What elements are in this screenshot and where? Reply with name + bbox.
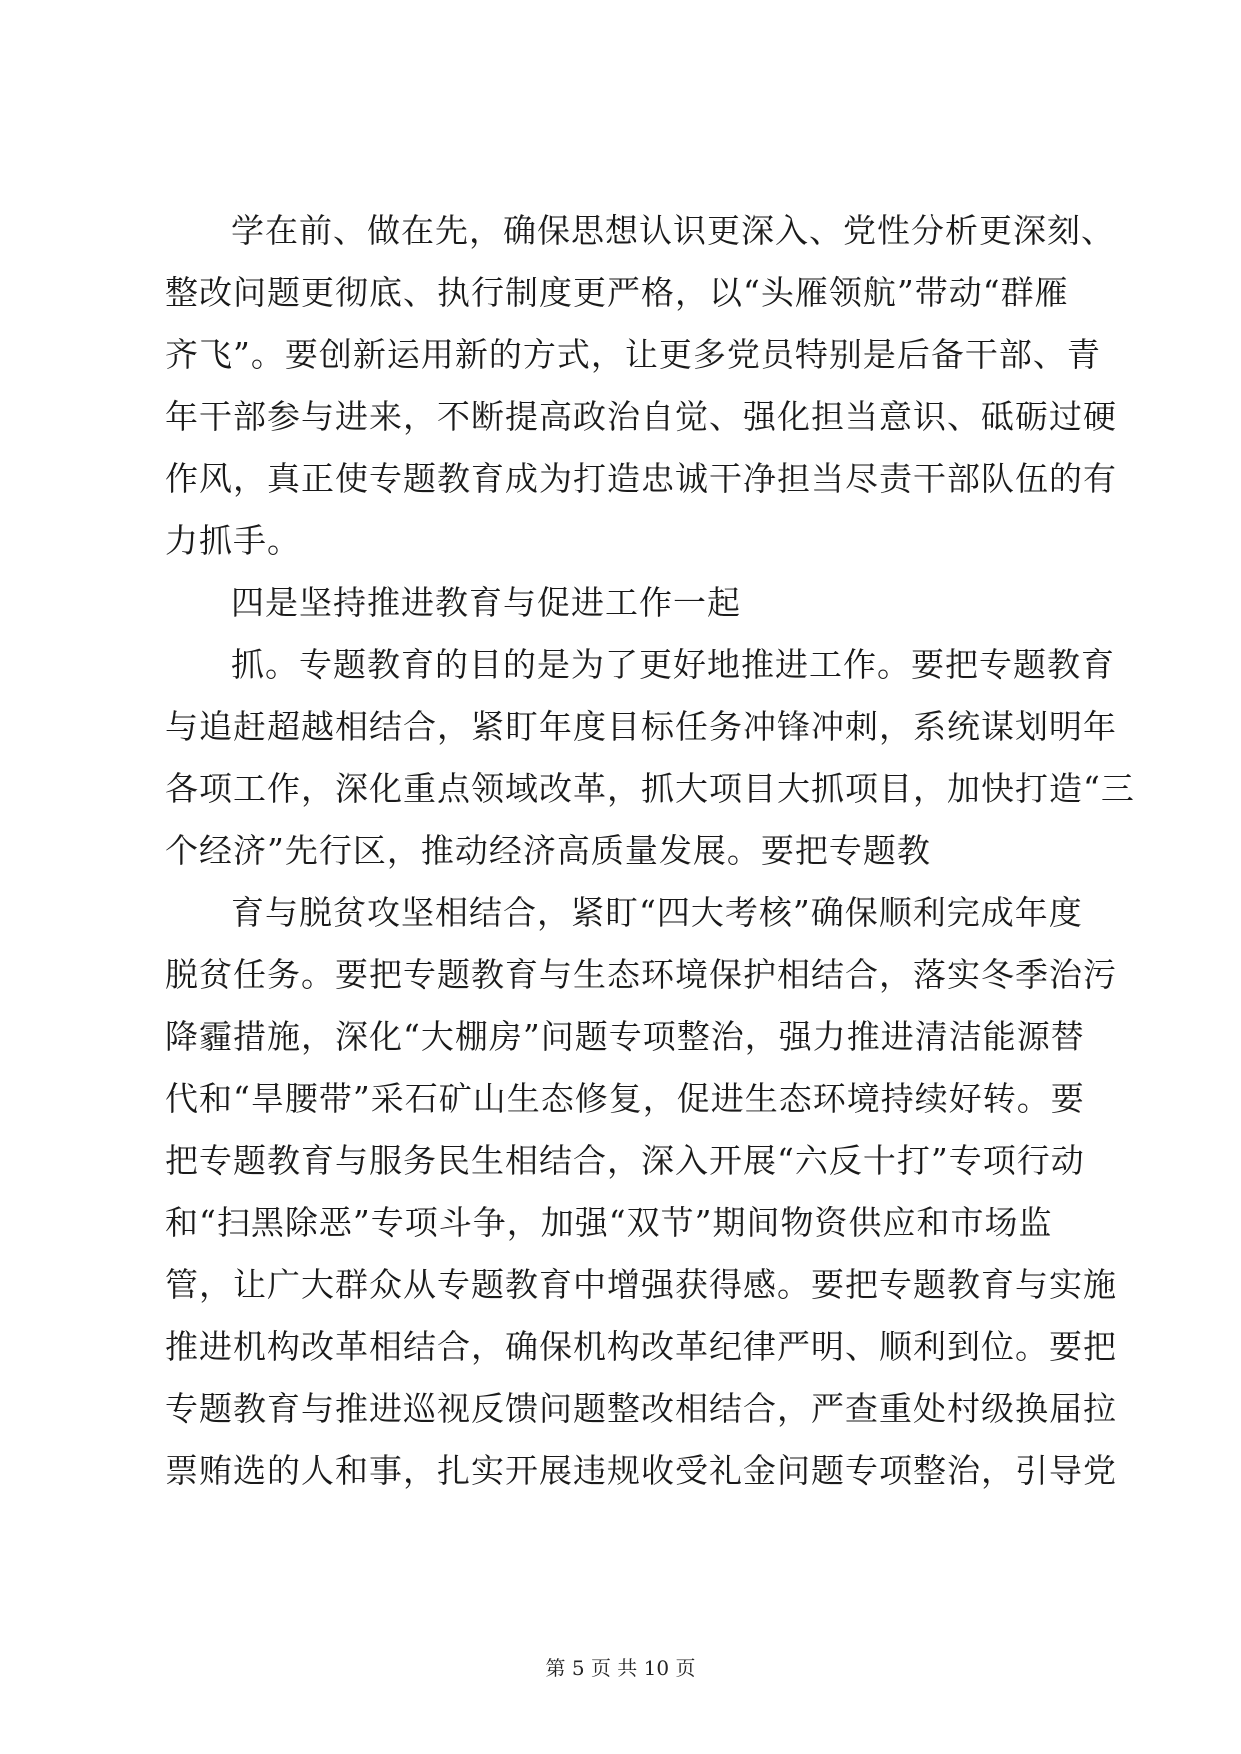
paragraph-line: 管，让广大群众从专题教育中增强获得感。要把专题教育与实施: [165, 1265, 1117, 1304]
paragraph-line: 票贿选的人和事，扎实开展违规收受礼金问题专项整治，引导党: [165, 1451, 1117, 1490]
paragraph-line: 推进机构改革相结合，确保机构改革纪律严明、顺利到位。要把: [165, 1327, 1117, 1366]
paragraph-line: 年干部参与进来，不断提高政治自觉、强化担当意识、砥砺过硬: [165, 397, 1117, 436]
paragraph-line: 专题教育与推进巡视反馈问题整改相结合，严查重处村级换届拉: [165, 1389, 1117, 1428]
paragraph-line: 与追赶超越相结合，紧盯年度目标任务冲锋冲刺，系统谋划明年: [165, 707, 1117, 746]
paragraph-line: 抓。专题教育的目的是为了更好地推进工作。要把专题教育: [231, 645, 1115, 684]
paragraph-line: 和“扫黑除恶”专项斗争，加强“双节”期间物资供应和市场监: [165, 1203, 1053, 1242]
paragraph-line: 力抓手。: [165, 521, 301, 560]
paragraph-line: 个经济”先行区，推动经济高质量发展。要把专题教: [165, 831, 931, 870]
paragraph-line: 育与脱贫攻坚相结合，紧盯“四大考核”确保顺利完成年度: [231, 893, 1083, 932]
section-heading: 四是坚持推进教育与促进工作一起: [231, 583, 741, 622]
paragraph-line: 学在前、做在先，确保思想认识更深入、党性分析更深刻、: [231, 211, 1115, 250]
paragraph-line: 脱贫任务。要把专题教育与生态环境保护相结合，落实冬季治污: [165, 955, 1117, 994]
paragraph-line: 作风，真正使专题教育成为打造忠诚干净担当尽责干部队伍的有: [165, 459, 1117, 498]
paragraph-line: 降霾措施，深化“大棚房”问题专项整治，强力推进清洁能源替: [165, 1017, 1085, 1056]
document-body: [165, 200, 1135, 1502]
paragraph-line: 代和“旱腰带”采石矿山生态修复，促进生态环境持续好转。要: [165, 1079, 1085, 1118]
paragraph-line: 各项工作，深化重点领域改革，抓大项目大抓项目，加快打造“三: [165, 769, 1135, 808]
paragraph-line: 把专题教育与服务民生相结合，深入开展“六反十打”专项行动: [165, 1141, 1085, 1180]
page-number-footer: 第 5 页 共 10 页: [545, 1656, 696, 1680]
paragraph-line: 整改问题更彻底、执行制度更严格，以“头雁领航”带动“群雁: [165, 273, 1069, 312]
paragraph-line: 齐飞”。要创新运用新的方式，让更多党员特别是后备干部、青: [165, 335, 1101, 374]
